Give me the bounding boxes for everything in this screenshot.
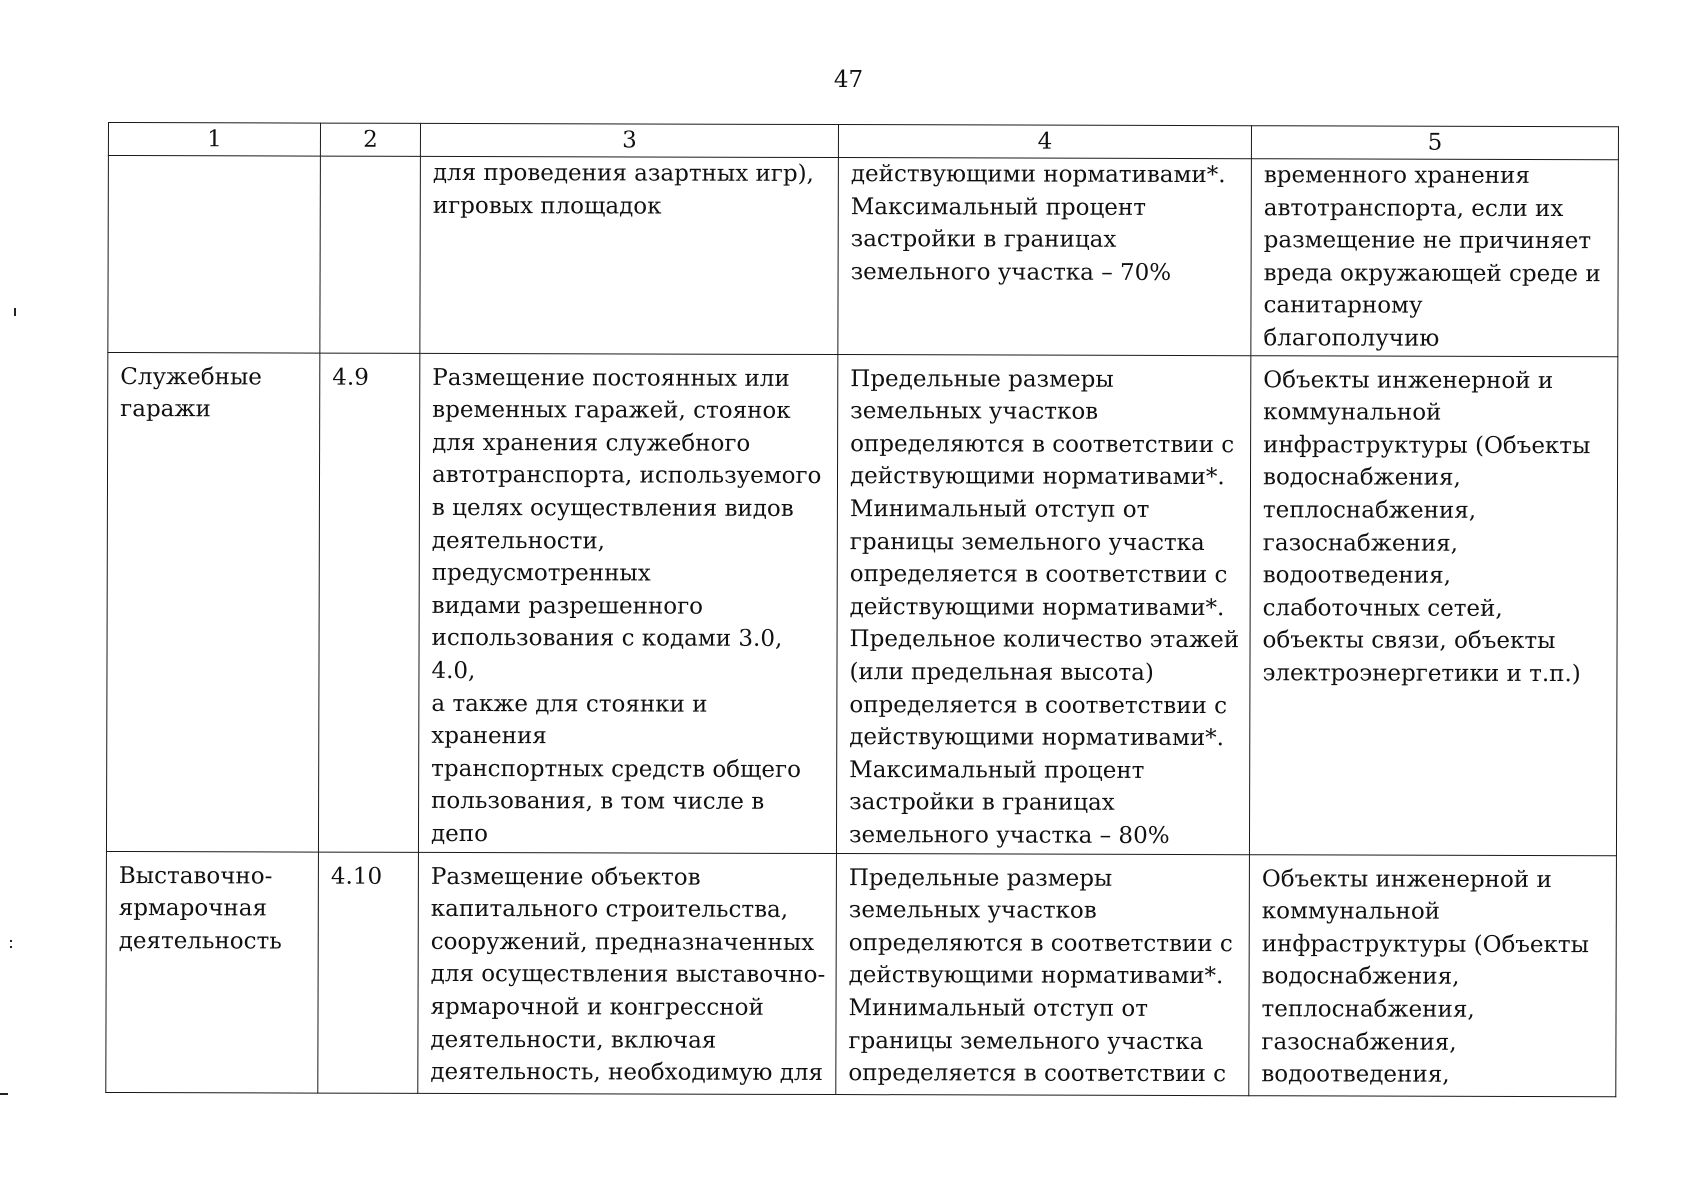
header-cell-2: 2 (320, 123, 420, 156)
parameters-cell: Предельные размеры земельных участков определяются в соответствии с действующими нормативами*. Минимальный отступ от границы земельного участка определяется в соответствии с действующими нормативами*. Предельное количество этажей (или предельная высота) определяется в соответствии с действующими нормативами*. Максимальный процент застройки в границах земельного участка – 80% (836, 354, 1250, 854)
scan-margin-mark (14, 308, 16, 316)
use-name-cell: Служебные гаражи (106, 352, 319, 852)
use-name-cell (108, 156, 321, 353)
regulations-table (105, 122, 1619, 1097)
parameters-cell: действующими нормативами*. Максимальный процент застройки в границах земельного участка – 70% (838, 158, 1252, 356)
scan-margin-mark (10, 946, 12, 948)
header-cell-5: 5 (1251, 126, 1618, 160)
use-description-cell: Размещение постоянных или временных гаражей, стоянок для хранения служебного автотранспорта, используемого в целях осуществления видов деятельности, предусмотренных видами разрешенного использования с кодами 3.0, 4.0, а также для стоянки и хранения транспортных средств общего пользования, в том числе в депо (418, 353, 837, 853)
header-cell-3: 3 (420, 123, 838, 157)
header-cell-1: 1 (108, 123, 320, 157)
auxiliary-uses-cell: Объекты инженерной и коммунальной инфраструктуры (Объекты водоснабжения, теплоснабжения, газоснабжения, водоотведения, (1249, 854, 1617, 1096)
table-row (106, 352, 1617, 855)
use-description-cell: для проведения азартных игр), игровых площадок (420, 156, 839, 354)
page-number: 47 (833, 67, 864, 93)
scan-margin-mark (0, 1093, 8, 1095)
table-row (106, 851, 1617, 1096)
use-description-cell: Размещение объектов капитального строительства, сооружений, предназначенных для осуществления выставочно- ярмарочной и конгрессной деятельности, включая деятельность, необходимую для (418, 852, 837, 1094)
use-code-cell (320, 156, 421, 353)
auxiliary-uses-cell: временного хранения автотранспорта, если их размещение не причиняет вреда окружающей среде и санитарному благополучию (1251, 159, 1619, 357)
parameters-cell: Предельные размеры земельных участков определяются в соответствии с действующими нормативами*. Минимальный отступ от границы земельного участка определяется в соответствии с (836, 853, 1250, 1095)
use-code-cell: 4.10 (318, 852, 419, 1093)
scan-margin-mark (10, 940, 12, 942)
use-code-cell: 4.9 (318, 353, 419, 852)
use-name-cell: Выставочно- ярмарочная деятельность (106, 851, 319, 1093)
header-cell-4: 4 (838, 125, 1251, 159)
table-row (108, 156, 1619, 357)
auxiliary-uses-cell: Объекты инженерной и коммунальной инфраструктуры (Объекты водоснабжения, теплоснабжения, газоснабжения, водоотведения, слаботочных сетей, объекты связи, объекты электроэнергетики и т.п.) (1249, 355, 1617, 855)
table-header-row (108, 123, 1618, 160)
